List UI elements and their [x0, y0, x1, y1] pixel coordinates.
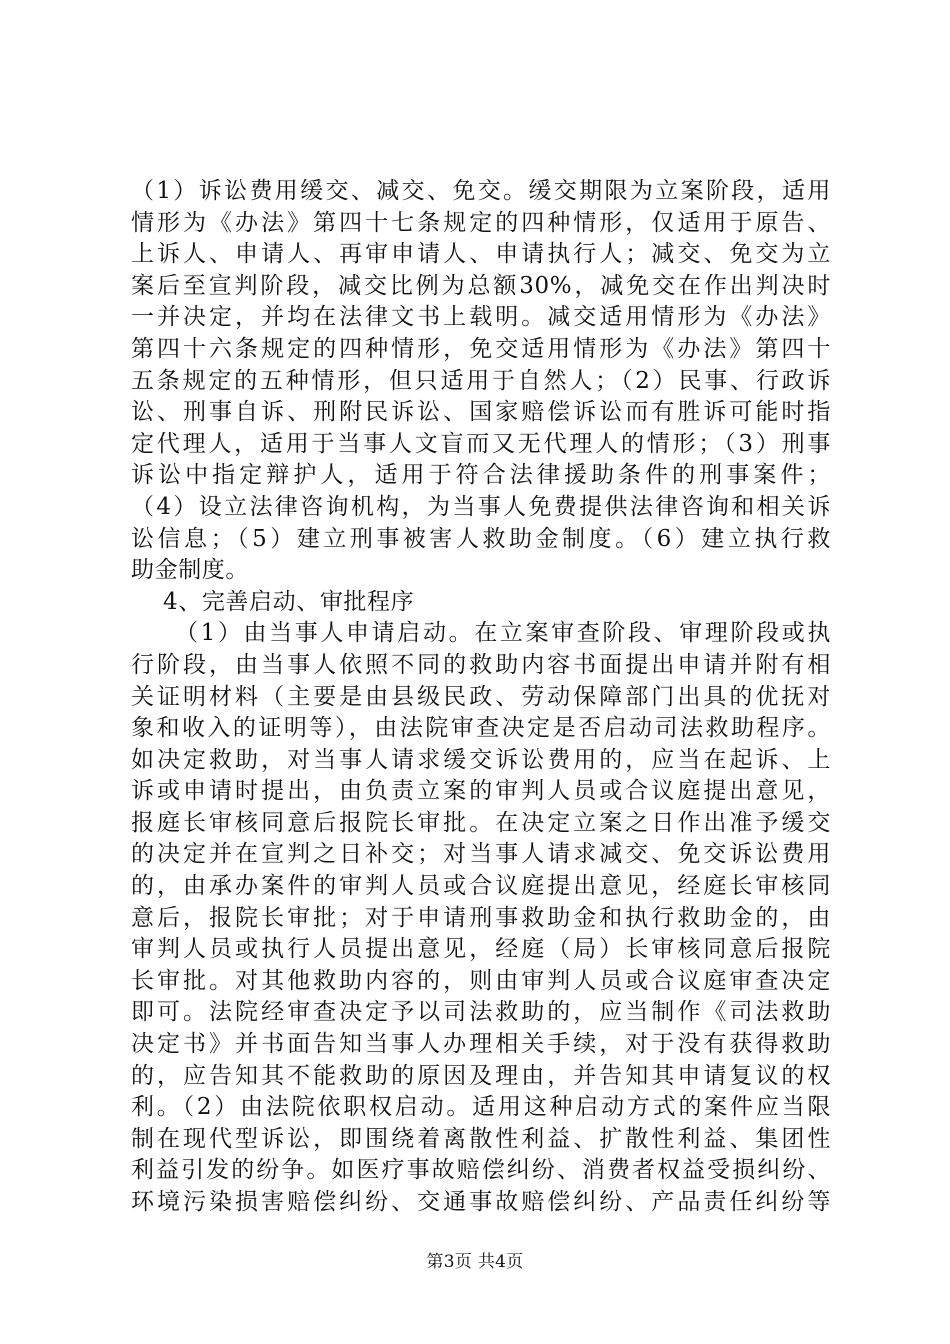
- text-line: 诉或申请时提出，由负责立案的审判人员或合议庭提出意见，: [131, 778, 831, 805]
- section-heading: 4、完善启动、审批程序: [163, 588, 415, 615]
- text-line: （1）由当事人申请启动。在立案审查阶段、审理阶段或执: [175, 620, 831, 647]
- text-line: 一并决定，并均在法律文书上载明。减交适用情形为《办法》: [131, 304, 831, 331]
- text-line: 讼信息；（5）建立刑事被害人救助金制度。（6）建立执行救: [131, 525, 831, 552]
- text-line: 行阶段，由当事人依照不同的救助内容书面提出申请并附有相: [131, 651, 831, 678]
- text-line: 的，由承办案件的审判人员或合议庭提出意见，经庭长审核同: [131, 873, 831, 900]
- text-line: 如决定救助，对当事人请求缓交诉讼费用的，应当在起诉、上: [131, 746, 831, 773]
- text-line: 上诉人、申请人、再审申请人、申请执行人；减交、免交为立: [131, 241, 831, 268]
- text-line: 意后，报院长审批；对于申请刑事救助金和执行救助金的，由: [131, 904, 831, 931]
- text-line: 审判人员或执行人员提出意见，经庭（局）长审核同意后报院: [131, 936, 831, 963]
- text-line: 象和收入的证明等），由法院审查决定是否启动司法救助程序。: [131, 715, 831, 742]
- text-line: （4）设立法律咨询机构，为当事人免费提供法律咨询和相关诉: [131, 493, 831, 520]
- text-line: 决定书》并书面告知当事人办理相关手续，对于没有获得救助: [131, 1031, 831, 1058]
- text-line: 制在现代型诉讼，即围绕着离散性利益、扩散性利益、集团性: [131, 1125, 831, 1152]
- text-line: 即可。法院经审查决定予以司法救助的，应当制作《司法救助: [131, 999, 831, 1026]
- text-line: （1）诉讼费用缓交、减交、免交。缓交期限为立案阶段，适用: [131, 178, 831, 204]
- text-line: 第四十六条规定的四种情形，免交适用情形为《办法》第四十: [131, 335, 831, 362]
- text-line: 利。（2）由法院依职权启动。适用这种启动方式的案件应当限: [131, 1094, 831, 1121]
- page-footer: 第3页 共4页: [426, 1252, 524, 1272]
- text-line: 利益引发的纷争。如医疗事故赔偿纠纷、消费者权益受损纠纷、: [131, 1157, 831, 1184]
- text-line: 的决定并在宣判之日补交；对当事人请求减交、免交诉讼费用: [131, 841, 831, 868]
- text-line: 的，应告知其不能救助的原因及理由，并告知其申请复议的权: [131, 1062, 831, 1089]
- text-line: 关证明材料（主要是由县级民政、劳动保障部门出具的优抚对: [131, 683, 831, 710]
- document-body: [131, 176, 831, 1219]
- text-line: 案后至宣判阶段，减交比例为总额30%，减免交在作出判决时: [131, 272, 831, 299]
- text-line: 报庭长审核同意后报院长审批。在决定立案之日作出准予缓交: [131, 809, 831, 836]
- text-line: 助金制度。: [131, 557, 249, 584]
- text-line: 长审批。对其他救助内容的，则由审判人员或合议庭审查决定: [131, 967, 831, 994]
- text-line: 讼、刑事自诉、刑附民诉讼、国家赔偿诉讼而有胜诉可能时指: [131, 399, 831, 426]
- text-line: 定代理人，适用于当事人文盲而又无代理人的情形；（3）刑事: [131, 430, 831, 457]
- text-line: 诉讼中指定辩护人，适用于符合法律援助条件的刑事案件；: [131, 462, 831, 489]
- text-line: 情形为《办法》第四十七条规定的四种情形，仅适用于原告、: [131, 209, 831, 236]
- text-line: 环境污染损害赔偿纠纷、交通事故赔偿纠纷、产品责任纠纷等: [131, 1189, 831, 1215]
- text-line: 五条规定的五种情形，但只适用于自然人；（2）民事、行政诉: [131, 367, 831, 394]
